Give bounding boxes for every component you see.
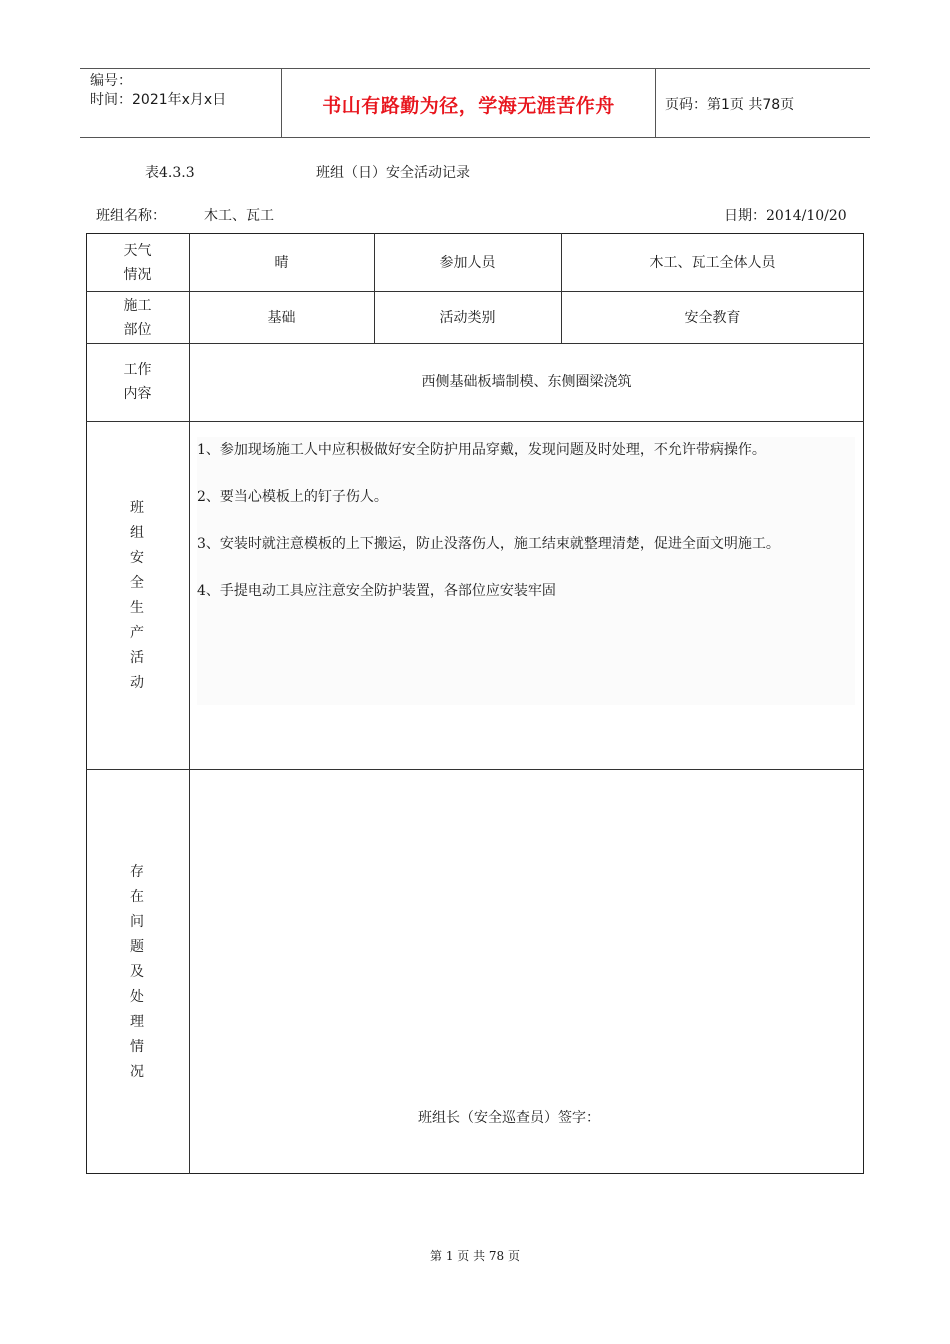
team-name-label: 班组名称： — [96, 208, 166, 224]
safety-item: 3、安装时就注意模板的上下搬运，防止没落伤人，施工结束就整理清楚，促进全面文明施工。 — [197, 536, 780, 552]
location-value: 基础 — [267, 310, 296, 326]
team-name-value: 木工、瓦工 — [204, 208, 274, 224]
time-label: 时间：2021年x月x日 — [90, 92, 227, 108]
header-meta — [80, 69, 281, 137]
form-title: 班组（日）安全活动记录 — [316, 165, 470, 181]
safety-item: 2、要当心模板上的钉子伤人。 — [197, 489, 388, 505]
page-info: 页码：第1页 共78页 — [665, 97, 795, 113]
weather-value: 晴 — [274, 255, 289, 271]
safety-activity-content — [197, 437, 855, 705]
participants-label: 参加人员 — [439, 255, 496, 271]
header-page-cell — [655, 69, 870, 137]
weather-label: 天气 情况 — [123, 243, 152, 283]
table-row-divider — [86, 343, 864, 344]
table-row-divider — [86, 291, 864, 292]
activity-type-value: 安全教育 — [684, 310, 741, 326]
safety-item: 1、参加现场施工人中应积极做好安全防护用品穿戴，发现问题及时处理，不允许带病操作。 — [197, 442, 766, 458]
work-content-label: 工作 内容 — [123, 362, 152, 402]
serial-label: 编号： — [90, 73, 132, 89]
motto-text: 书山有路勤为径，学海无涯苦作舟 — [322, 95, 615, 117]
page-footer: 第 1 页 共 78 页 — [430, 1249, 520, 1263]
participants-value: 木工、瓦工全体人员 — [649, 255, 776, 271]
table-row-divider — [86, 769, 864, 770]
signature-label: 班组长（安全巡查员）签字： — [418, 1110, 600, 1126]
work-content-value: 西侧基础板墙制模、东侧圈梁浇筑 — [421, 374, 632, 390]
activity-type-label: 活动类别 — [439, 310, 496, 326]
table-number: 表4.3.3 — [145, 165, 195, 181]
record-date: 日期：2014/10/20 — [724, 208, 847, 224]
document-header — [80, 68, 870, 138]
table-row-divider — [86, 421, 864, 422]
safety-activity-label: 班 组 安 全 生 产 活 动 — [130, 500, 144, 691]
header-motto-cell — [281, 69, 656, 137]
issues-label: 存 在 问 题 及 处 理 情 况 — [130, 864, 144, 1080]
location-label: 施工 部位 — [123, 298, 152, 338]
safety-item: 4、手提电动工具应注意安全防护装置，各部位应安装牢固 — [197, 583, 556, 599]
